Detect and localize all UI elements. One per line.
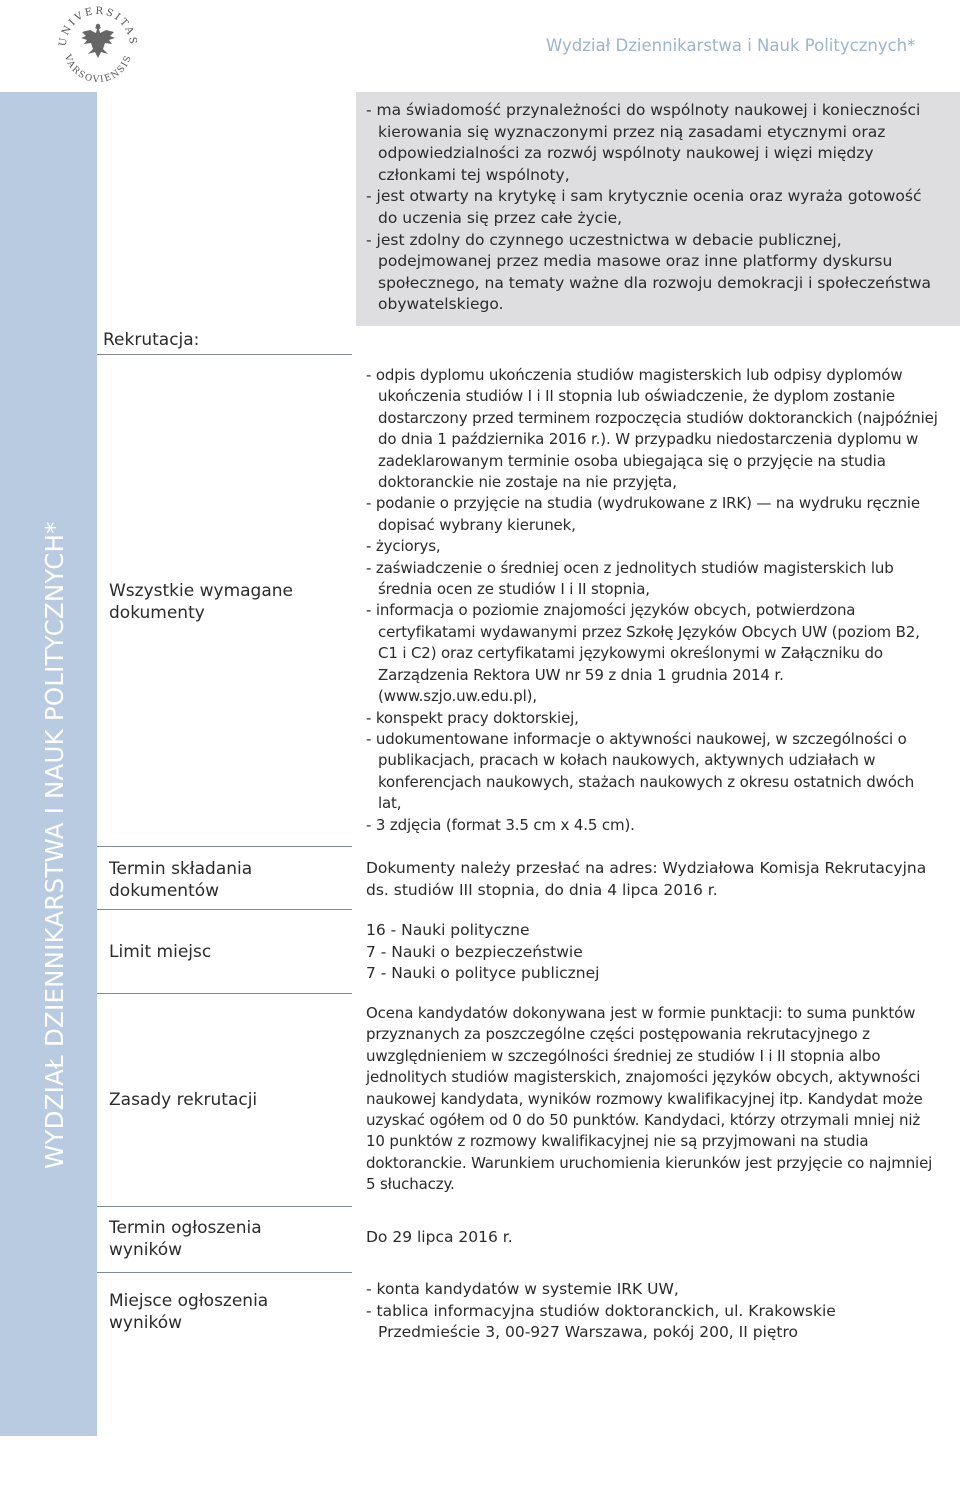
document-item: - podanie o przyjęcie na studia (wydrukowane z IRK) — na wydruku ręcznie dopisać wybrany kierunek,: [366, 493, 940, 536]
documents-list: [366, 365, 940, 836]
faculty-header: Wydział Dziennikarstwa i Nauk Politycznych*: [546, 36, 916, 55]
limit-item: 7 - Nauki o bezpieczeństwie: [366, 942, 583, 961]
document-item: - udokumentowane informacje o aktywności naukowej, w szczególności o publikacjach, pracach w kołach naukowych, aktywnych udziałach w konferencjach naukowych, stażach naukowych z okresu ostatnich dwóch lat,: [366, 729, 940, 815]
vertical-faculty-title: WYDZIAŁ DZIENNIKARSTWA I NAUK POLITYCZNYCH*: [40, 521, 69, 1169]
label-deadline: Termin składania dokumentów: [109, 859, 253, 901]
limit-item: 16 - Nauki polityczne: [366, 921, 530, 939]
logo-bottom-text: VARSOVIENSIS: [61, 53, 135, 86]
divider: [97, 354, 352, 355]
results-date-paragraph: Do 29 lipca 2016 r.: [366, 1228, 513, 1246]
eagle-icon: [81, 24, 115, 58]
document-item: - zaświadczenie o średniej ocen z jednolitych studiów magisterskich lub średnia ocen ze studiów I i II stopnia,: [366, 558, 940, 601]
limits-list: [366, 920, 940, 985]
results-date-text: [366, 1227, 940, 1249]
deadline-paragraph: Dokumenty należy przesłać na adres: Wydziałowa Komisja Rekrutacyjna ds. studiów III stopnia, do dnia 4 lipca 2016 r.: [366, 859, 927, 899]
label-limit: Limit miejsc: [109, 942, 212, 962]
university-logo: [56, 2, 140, 86]
limit-item: 7 - Nauki o polityce publicznej: [366, 964, 600, 983]
document-item: - odpis dyplomu ukończenia studiów magisterskich lub odpisy dyplomów ukończenia studiów I i II stopnia lub oświadczenie, że dyplom zostanie dostarczony przed terminem rozpoczęcia studiów doktoranckich (najpóźniej do dnia 1 października 2016 r.). W przypadku niedostarczenia dyplomu w zadeklarowanym terminie osoba ubiegająca się o przyjęcie na studia doktoranckie nie zostaje na nie przyjęta,: [366, 365, 940, 493]
results-place-item: - tablica informacyjna studiów doktoranckich, ul. Krakowskie Przedmieście 3, 00-927 Warszawa, pokój 200, II piętro: [366, 1301, 940, 1344]
results-place-item: - konta kandydatów w systemie IRK UW,: [366, 1279, 940, 1301]
deadline-text: [366, 858, 940, 901]
document-item: - informacja o poziomie znajomości języków obcych, potwierdzona certyfikatami wydawanymi przez Szkołę Języków Obcych UW (poziom B2, C1 i C2) oraz certyfikatami językowymi określonymi w Załączniku do Zarządzenia Rektora UW nr 59 z dnia 1 grudnia 2014 r. (www.szjo.uw.edu.pl),: [366, 600, 940, 707]
section-heading-recruitment: Rekrutacja:: [103, 330, 200, 350]
intro-item: - jest otwarty na krytykę i sam krytycznie ocenia oraz wyraża gotowość do uczenia się przez całe życie,: [366, 186, 940, 229]
document-item: - konspekt pracy doktorskiej,: [366, 708, 940, 729]
intro-list: [366, 100, 940, 316]
label-results-date: Termin ogłoszenia wyników: [109, 1218, 262, 1260]
label-documents: Wszystkie wymagane dokumenty: [109, 581, 293, 623]
document-item: - 3 zdjęcia (format 3.5 cm x 4.5 cm).: [366, 815, 940, 836]
results-place-list: [366, 1279, 940, 1344]
divider: [97, 1206, 352, 1207]
intro-item: - ma świadomość przynależności do wspólnoty naukowej i konieczności kierowania się wyznaczonymi przez nią zasadami etycznymi oraz odpowiedzialności za rozwój wspólnoty naukowej i więzi między członkami tej wspólnoty,: [366, 100, 940, 186]
sidebar: [0, 92, 97, 1493]
divider: [97, 909, 352, 910]
rules-text: [366, 1003, 940, 1196]
rules-paragraph: Ocena kandydatów dokonywana jest w formie punktacji: to suma punktów przyznanych za poszczególne części postępowania rekrutacyjnego z uwzględnieniem w szczególności średniej ze studiów I i II stopnia albo jednolitych studiów magisterskich, znajomości języków obcych, aktywności naukowej kandydata, wyników rozmowy kwalifikacyjnej itp. Kandydat może uzyskać ogółem od 0 do 50 punktów. Kandydaci, którzy otrzymali mniej niż 10 punktów z rozmowy kwalifikacyjnej nie są przyjmowani na studia doktoranckie. Warunkiem uruchomienia kierunków jest przyjęcie co najmniej 5 słuchaczy.: [366, 1004, 933, 1194]
divider: [97, 846, 352, 847]
divider: [97, 993, 352, 994]
divider: [97, 1272, 352, 1273]
label-results-place: Miejsce ogłoszenia wyników: [109, 1291, 269, 1333]
document-item: - życiorys,: [366, 536, 940, 557]
logo-top-text: UNIVERSITAS: [57, 5, 139, 48]
label-rules: Zasady rekrutacji: [109, 1090, 258, 1110]
page-number: 16: [40, 1468, 68, 1493]
intro-item: - jest zdolny do czynnego uczestnictwa w debacie publicznej, podejmowanej przez media masowe oraz inne platformy dyskursu społecznego, na tematy ważne dla rozwoju demokracji i społeczeństwa obywatelskiego.: [366, 230, 940, 316]
